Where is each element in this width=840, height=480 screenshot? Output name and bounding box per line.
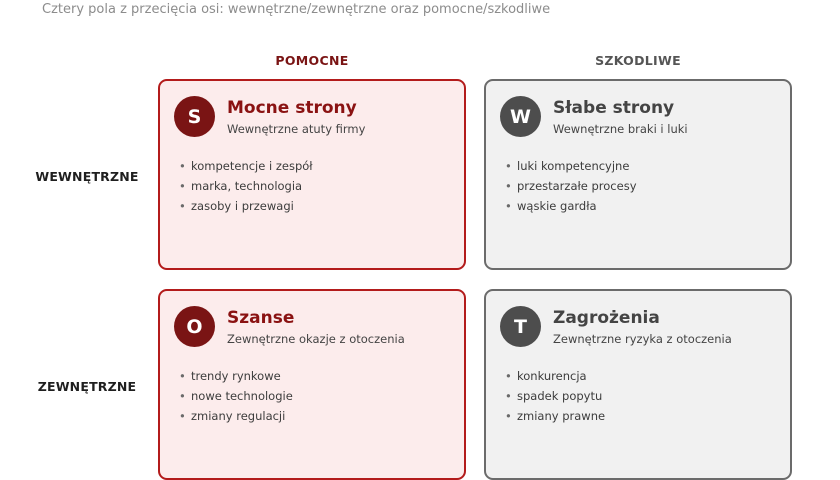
quadrant-threats	[484, 289, 792, 480]
quadrant-strengths	[158, 79, 466, 270]
list-item	[179, 406, 293, 426]
quadrant-title: Szanse	[227, 308, 295, 328]
quadrant-badge: W	[500, 96, 541, 137]
list-item	[179, 366, 293, 386]
list-item	[179, 386, 293, 406]
quadrant-title: Słabe strony	[553, 98, 675, 118]
bullet-icon: •	[505, 369, 512, 383]
list-item-text: trendy rynkowe	[191, 369, 281, 383]
quadrant-description: Zewnętrzne okazje z otoczenia	[227, 332, 405, 346]
quadrant-points	[505, 156, 637, 216]
bullet-icon: •	[179, 409, 186, 423]
quadrant-points	[505, 366, 605, 426]
column-header-harmful: SZKODLIWE	[595, 53, 681, 68]
quadrant-points	[179, 366, 293, 426]
list-item	[505, 366, 605, 386]
list-item	[179, 156, 313, 176]
list-item-text: zasoby i przewagi	[191, 199, 294, 213]
list-item-text: spadek popytu	[517, 389, 603, 403]
quadrant-badge: T	[500, 306, 541, 347]
quadrant-title: Mocne strony	[227, 98, 357, 118]
list-item-text: luki kompetencyjne	[517, 159, 630, 173]
bullet-icon: •	[179, 179, 186, 193]
list-item	[179, 176, 313, 196]
bullet-icon: •	[505, 179, 512, 193]
quadrant-points	[179, 156, 313, 216]
quadrant-opportunities	[158, 289, 466, 480]
list-item	[505, 176, 637, 196]
row-header-internal: WEWNĘTRZNE	[35, 169, 139, 184]
list-item-text: wąskie gardła	[517, 199, 597, 213]
list-item-text: przestarzałe procesy	[517, 179, 637, 193]
bullet-icon: •	[505, 409, 512, 423]
bullet-icon: •	[179, 159, 186, 173]
list-item-text: nowe technologie	[191, 389, 293, 403]
quadrant-description: Wewnętrzne braki i luki	[553, 122, 688, 136]
quadrant-description: Wewnętrzne atuty firmy	[227, 122, 366, 136]
quadrant-badge: O	[174, 306, 215, 347]
bullet-icon: •	[179, 389, 186, 403]
bullet-icon: •	[179, 199, 186, 213]
quadrant-badge: S	[174, 96, 215, 137]
list-item	[505, 196, 637, 216]
list-item-text: zmiany prawne	[517, 409, 606, 423]
list-item-text: marka, technologia	[191, 179, 303, 193]
list-item	[505, 156, 637, 176]
bullet-icon: •	[505, 159, 512, 173]
diagram-subtitle: Cztery pola z przecięcia osi: wewnętrzne/zewnętrzne oraz pomocne/szkodliwe	[42, 2, 551, 17]
column-header-helpful: POMOCNE	[275, 53, 349, 68]
quadrant-title: Zagrożenia	[553, 308, 660, 328]
row-header-external: ZEWNĘTRZNE	[37, 379, 137, 394]
bullet-icon: •	[505, 199, 512, 213]
list-item-text: konkurencja	[517, 369, 587, 383]
bullet-icon: •	[505, 389, 512, 403]
list-item-text: zmiany regulacji	[191, 409, 286, 423]
quadrant-weaknesses	[484, 79, 792, 270]
list-item-text: kompetencje i zespół	[191, 159, 313, 173]
list-item	[505, 386, 605, 406]
bullet-icon: •	[179, 369, 186, 383]
quadrant-description: Zewnętrzne ryzyka z otoczenia	[553, 332, 732, 346]
list-item	[505, 406, 605, 426]
list-item	[179, 196, 313, 216]
